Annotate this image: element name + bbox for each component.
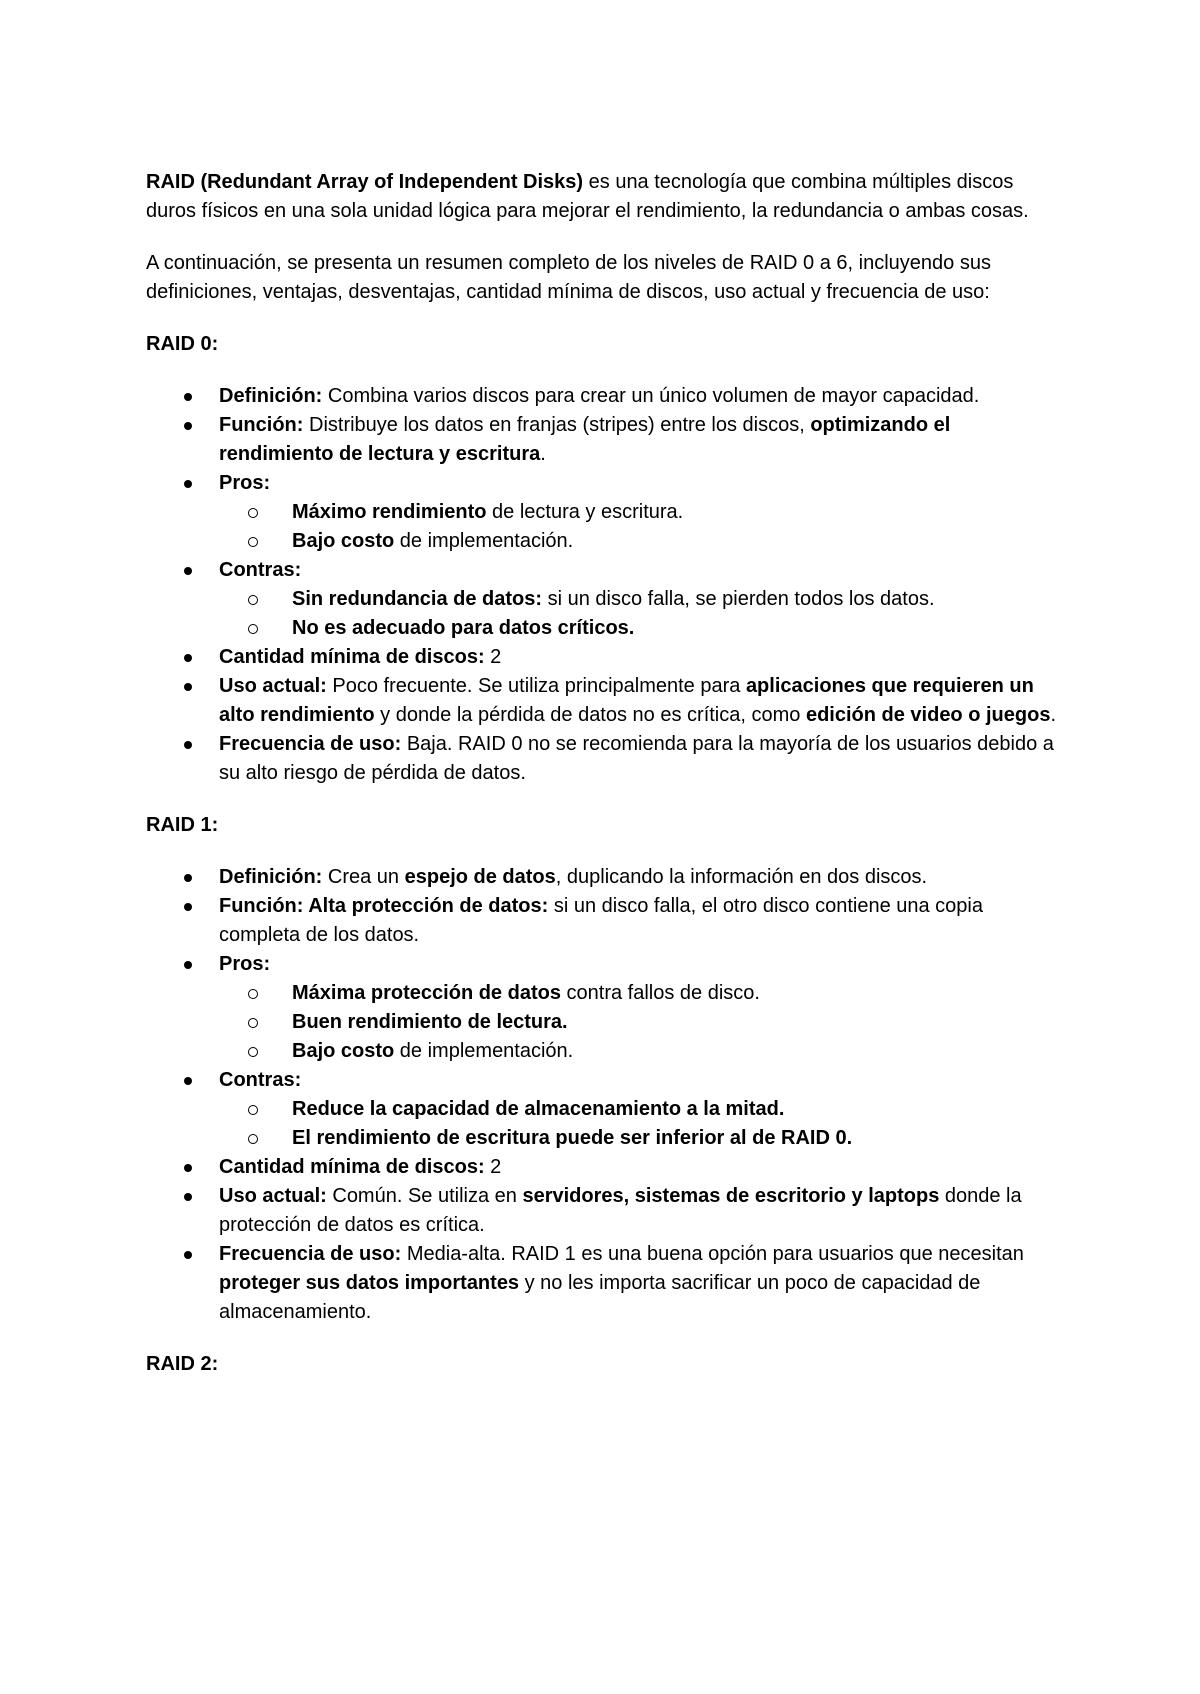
circle-bullet-icon (248, 624, 258, 634)
list-item: Función: Alta protección de datos: si un disco falla, el otro disco contiene una copia completa de los datos. (146, 892, 1066, 950)
list-item: Uso actual: Poco frecuente. Se utiliza principalmente para aplicaciones que requieren un alto rendimiento y donde la pérdida de datos no es crítica, como edición de video o juegos. (146, 672, 1066, 730)
bullet-icon (184, 1164, 192, 1172)
circle-bullet-icon (248, 1018, 258, 1028)
circle-bullet-icon (248, 1047, 258, 1057)
list-item: Frecuencia de uso: Media-alta. RAID 1 es una buena opción para usuarios que necesitan proteger sus datos importantes y no les importa sacrificar un poco de capacidad de almacenamiento. (146, 1240, 1066, 1327)
circle-bullet-icon (248, 508, 258, 518)
raid0-heading: RAID 0: (146, 333, 219, 355)
list-item: Uso actual: Común. Se utiliza en servidores, sistemas de escritorio y laptops donde la protección de datos es crítica. (146, 1182, 1066, 1240)
list-item: Pros: Máxima protección de datos contra fallos de disco. Buen rendimiento de lectura. Bajo costo de implementación. (146, 950, 1066, 1066)
list-item: No es adecuado para datos críticos. (146, 614, 1066, 643)
list-item: Sin redundancia de datos: si un disco falla, se pierden todos los datos. (146, 585, 1066, 614)
raid2-heading: RAID 2: (146, 1353, 219, 1375)
list-item: El rendimiento de escritura puede ser inferior al de RAID 0. (146, 1124, 1066, 1153)
bullet-icon (184, 903, 192, 911)
bullet-icon (184, 567, 192, 575)
list-item: Cantidad mínima de discos: 2 (146, 1153, 1066, 1182)
intro-paragraph-2: A continuación, se presenta un resumen completo de los niveles de RAID 0 a 6, incluyendo sus definiciones, ventajas, desventajas, cantidad mínima de discos, uso actual y frecuencia de uso: (146, 252, 991, 303)
bullet-icon (184, 874, 192, 882)
document-page (146, 168, 1066, 1402)
raid0-pros-list (146, 498, 1066, 556)
list-item: Reduce la capacidad de almacenamiento a la mitad. (146, 1095, 1066, 1124)
list-item: Pros: Máximo rendimiento de lectura y escritura. Bajo costo de implementación. (146, 469, 1066, 556)
raid1-cons-list (146, 1095, 1066, 1153)
list-item: Contras: Sin redundancia de datos: si un disco falla, se pierden todos los datos. No es adecuado para datos críticos. (146, 556, 1066, 643)
bullet-icon (184, 422, 192, 430)
circle-bullet-icon (248, 989, 258, 999)
list-item: Bajo costo de implementación. (146, 527, 1066, 556)
bullet-icon (184, 393, 192, 401)
list-item: Contras: Reduce la capacidad de almacenamiento a la mitad. El rendimiento de escritura puede ser inferior al de RAID 0. (146, 1066, 1066, 1153)
raid1-heading: RAID 1: (146, 814, 219, 836)
raid1-pros-list (146, 979, 1066, 1066)
raid0-cons-list (146, 585, 1066, 643)
circle-bullet-icon (248, 1134, 258, 1144)
list-item: Definición: Combina varios discos para crear un único volumen de mayor capacidad. (146, 382, 1066, 411)
bullet-icon (184, 480, 192, 488)
bullet-icon (184, 1251, 192, 1259)
raid1-list (146, 863, 1066, 1327)
list-item: Cantidad mínima de discos: 2 (146, 643, 1066, 672)
list-item: Frecuencia de uso: Baja. RAID 0 no se recomienda para la mayoría de los usuarios debido a su alto riesgo de pérdida de datos. (146, 730, 1066, 788)
bullet-icon (184, 654, 192, 662)
intro-paragraph-1: RAID (Redundant Array of Independent Disks) es una tecnología que combina múltiples discos duros físicos en una sola unidad lógica para mejorar el rendimiento, la redundancia o ambas cosas. (146, 171, 1029, 222)
bullet-icon (184, 741, 192, 749)
circle-bullet-icon (248, 537, 258, 547)
list-item: Función: Distribuye los datos en franjas (stripes) entre los discos, optimizando el rendimiento de lectura y escritura. (146, 411, 1066, 469)
list-item: Máxima protección de datos contra fallos de disco. (146, 979, 1066, 1008)
list-item: Máximo rendimiento de lectura y escritura. (146, 498, 1066, 527)
circle-bullet-icon (248, 1105, 258, 1115)
list-item: Definición: Crea un espejo de datos, duplicando la información en dos discos. (146, 863, 1066, 892)
list-item: Buen rendimiento de lectura. (146, 1008, 1066, 1037)
circle-bullet-icon (248, 595, 258, 605)
bullet-icon (184, 683, 192, 691)
raid0-list (146, 382, 1066, 788)
bullet-icon (184, 1193, 192, 1201)
bullet-icon (184, 961, 192, 969)
bullet-icon (184, 1077, 192, 1085)
list-item: Bajo costo de implementación. (146, 1037, 1066, 1066)
